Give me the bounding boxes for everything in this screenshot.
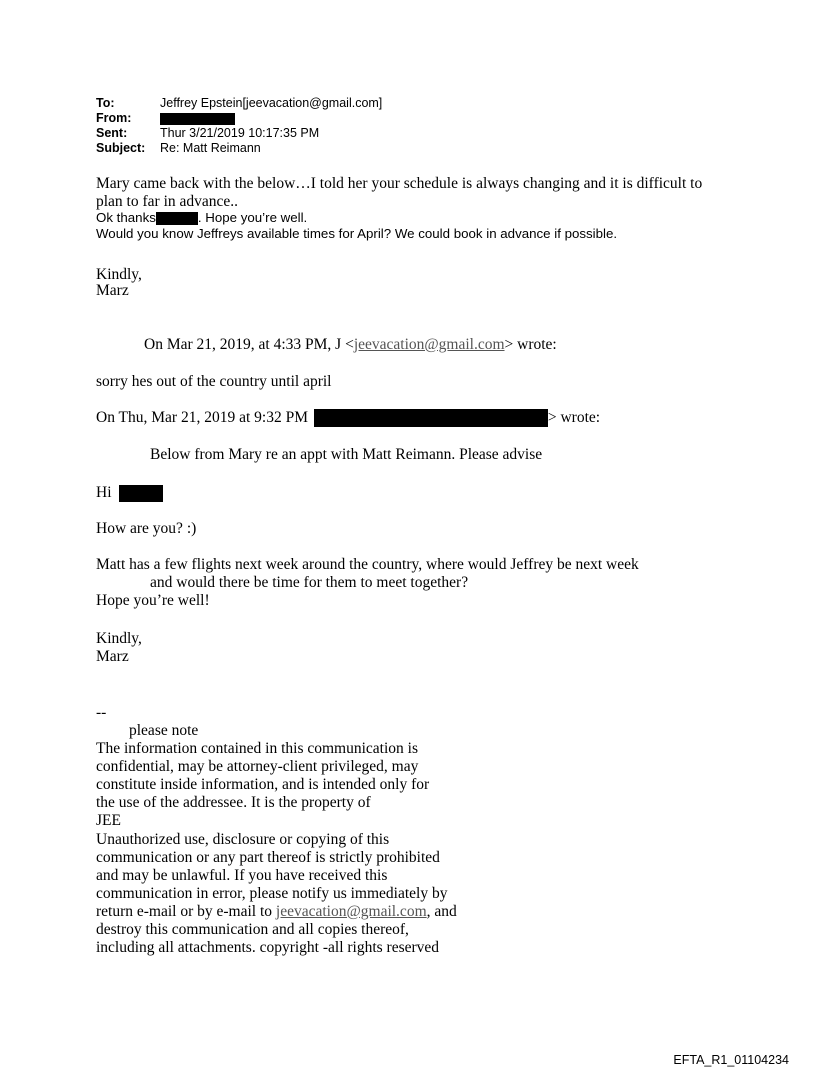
quote-header bbox=[144, 336, 557, 354]
disclaimer-line: communication or any part thereof is strictly prohibited bbox=[96, 849, 440, 866]
subject-row bbox=[96, 141, 496, 156]
greeting-text: Hi bbox=[96, 484, 112, 501]
signoff: Kindly, bbox=[96, 266, 142, 283]
from-row bbox=[96, 111, 496, 126]
quote-header-text-after: > wrote: bbox=[504, 336, 557, 353]
ok-thanks-text-after: . Hope you’re well. bbox=[197, 210, 308, 225]
signature-separator: -- bbox=[96, 704, 107, 721]
subject-value: Re: Matt Reimann bbox=[160, 141, 261, 155]
body-line: plan to far in advance.. bbox=[96, 193, 239, 210]
sent-row bbox=[96, 126, 496, 141]
from-redaction bbox=[160, 111, 235, 126]
signature: Marz bbox=[96, 648, 129, 665]
disclaimer-line: including all attachments. copyright -all rights reserved bbox=[96, 939, 440, 956]
body-line: Matt has a few flights next week around the country, where would Jeffrey be next week bbox=[96, 556, 639, 573]
disclaimer-line: destroy this communication and all copies thereof, bbox=[96, 921, 409, 938]
disclaimer-text: return e-mail or by e-mail to bbox=[96, 903, 276, 920]
disclaimer-line: constitute inside information, and is intended only for bbox=[96, 776, 430, 793]
to-value: Jeffrey Epstein[jeevacation@gmail.com] bbox=[160, 96, 383, 110]
disclaimer-line: and may be unlawful. If you have received this bbox=[96, 867, 388, 884]
sent-value: Thur 3/21/2019 10:17:35 PM bbox=[160, 126, 320, 140]
body-line: Mary came back with the below…I told her your schedule is always changing and it is difficult to bbox=[96, 175, 703, 192]
body-line: and would there be time for them to meet together? bbox=[150, 574, 469, 591]
quote-header-text: On Mar 21, 2019, at 4:33 PM, J < bbox=[144, 336, 354, 353]
quote-header bbox=[96, 409, 600, 427]
from-label: From: bbox=[96, 111, 132, 125]
redaction bbox=[314, 409, 548, 427]
quote-header-text-after: > wrote: bbox=[547, 409, 601, 426]
body-line: Below from Mary re an appt with Matt Reimann. Please advise bbox=[150, 446, 543, 463]
ok-thanks-line bbox=[96, 210, 307, 226]
disclaimer-line: JEE bbox=[96, 812, 121, 829]
disclaimer-title: please note bbox=[129, 722, 199, 739]
body-line: sorry hes out of the country until april bbox=[96, 373, 332, 390]
disclaimer-line: confidential, may be attorney-client privileged, may bbox=[96, 758, 419, 775]
quote-header-text: On Thu, Mar 21, 2019 at 9:32 PM bbox=[96, 409, 308, 426]
subject-label: Subject: bbox=[96, 141, 146, 155]
email-link[interactable]: jeevacation@gmail.com bbox=[353, 336, 505, 353]
body-line: Hope you’re well! bbox=[96, 592, 210, 609]
email-link[interactable]: jeevacation@gmail.com bbox=[275, 903, 427, 920]
signoff: Kindly, bbox=[96, 630, 142, 647]
greeting bbox=[96, 484, 163, 502]
redaction bbox=[119, 485, 163, 502]
signature: Marz bbox=[96, 282, 129, 299]
body-line: How are you? :) bbox=[96, 520, 197, 537]
to-row bbox=[96, 96, 496, 111]
disclaimer-line: Unauthorized use, disclosure or copying of this bbox=[96, 831, 390, 848]
document-id: EFTA_R1_01104234 bbox=[673, 1053, 789, 1067]
disclaimer-line: the use of the addressee. It is the property of bbox=[96, 794, 371, 811]
ok-thanks-text: Ok thanks bbox=[96, 210, 156, 225]
sent-label: Sent: bbox=[96, 126, 128, 140]
redaction bbox=[156, 212, 198, 225]
to-label: To: bbox=[96, 96, 115, 110]
disclaimer-text-after: , and bbox=[426, 903, 457, 920]
disclaimer-line: communication in error, please notify us immediately by bbox=[96, 885, 448, 902]
body-line: Would you know Jeffreys available times for April? We could book in advance if possible. bbox=[96, 226, 618, 241]
disclaimer-line: The information contained in this communication is bbox=[96, 740, 418, 757]
disclaimer-line bbox=[96, 903, 457, 921]
